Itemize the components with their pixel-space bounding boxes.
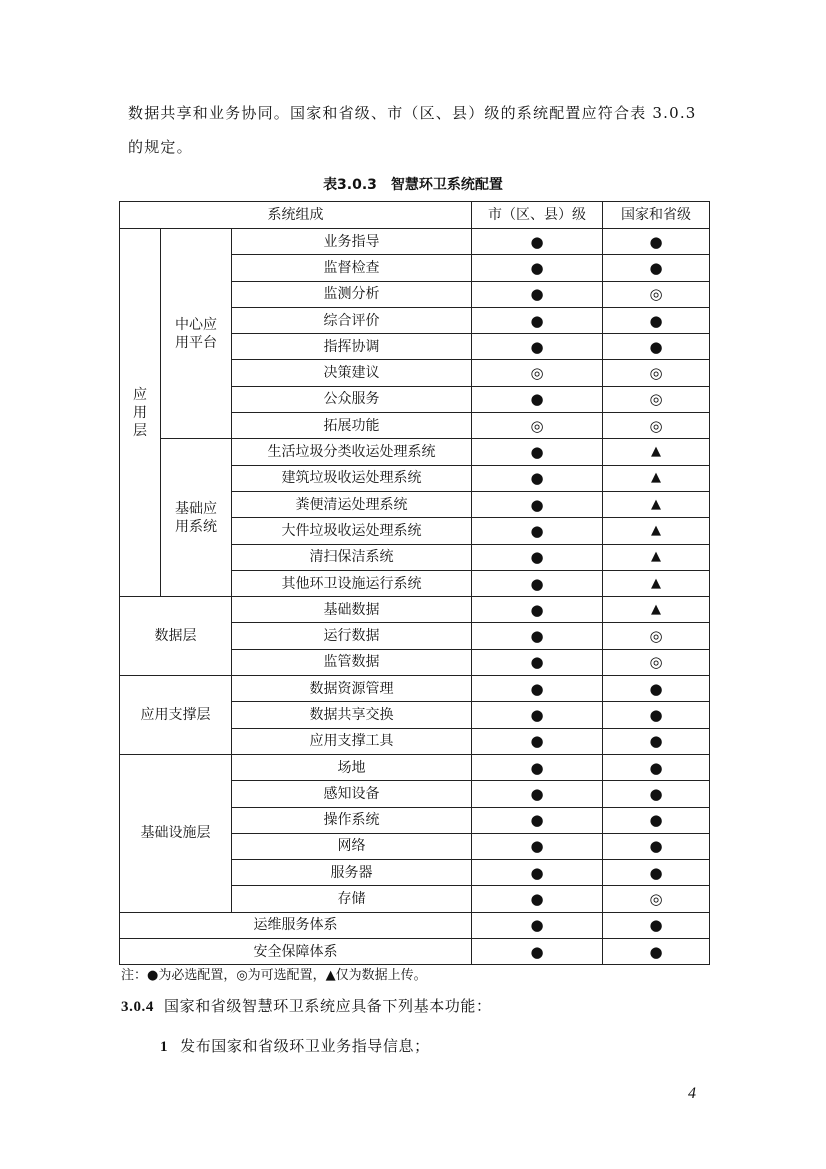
row-item: 生活垃圾分类收运处理系统 (232, 439, 472, 465)
header-composition: 系统组成 (120, 202, 472, 229)
row-item: 监督检查 (232, 255, 472, 281)
row-city-mark: ● (472, 754, 603, 780)
row-city-mark: ● (472, 544, 603, 570)
row-city-mark: ◎ (472, 413, 603, 439)
row-city-mark: ● (472, 702, 603, 728)
table-row (120, 229, 710, 255)
row-national-mark: ● (603, 860, 710, 886)
paragraph-line-1: 数据共享和业务协同。国家和省级、市（区、县）级的系统配置应符合表 3.0.3 (128, 104, 697, 122)
row-city-mark: ● (472, 623, 603, 649)
clause-3-0-4 (121, 995, 492, 1016)
row-city-mark: ● (472, 281, 603, 307)
row-item: 安全保障体系 (120, 939, 472, 965)
row-national-mark: ● (603, 334, 710, 360)
row-city-mark: ◎ (472, 360, 603, 386)
row-item: 感知设备 (232, 781, 472, 807)
row-city-mark: ● (472, 465, 603, 491)
row-national-mark: ● (603, 229, 710, 255)
row-national-mark: ● (603, 754, 710, 780)
row-national-mark: ● (603, 833, 710, 859)
row-national-mark: ▲ (603, 597, 710, 623)
row-national-mark: ◎ (603, 386, 710, 412)
row-national-mark: ● (603, 728, 710, 754)
row-national-mark: ▲ (603, 465, 710, 491)
row-item: 监测分析 (232, 281, 472, 307)
group-center-platform: 中心应 用平台 (161, 229, 232, 439)
row-item: 业务指导 (232, 229, 472, 255)
row-item: 基础数据 (232, 597, 472, 623)
row-city-mark: ● (472, 939, 603, 965)
row-city-mark: ● (472, 597, 603, 623)
row-city-mark: ● (472, 518, 603, 544)
row-national-mark: ● (603, 912, 710, 938)
table-row (120, 939, 710, 965)
clause-text: 国家和省级智慧环卫系统应具备下列基本功能： (164, 997, 492, 1015)
row-item: 运行数据 (232, 623, 472, 649)
group-infra-layer: 基础设施层 (120, 754, 232, 912)
row-national-mark: ● (603, 307, 710, 333)
table-header-row (120, 202, 710, 229)
row-city-mark: ● (472, 491, 603, 517)
list-item-text: 发布国家和省级环卫业务指导信息； (180, 1037, 430, 1055)
row-item: 监管数据 (232, 649, 472, 675)
table-note: 注：●为必选配置，◎为可选配置，▲仅为数据上传。 (121, 968, 427, 983)
table-row (120, 439, 710, 465)
row-item: 应用支撑工具 (232, 728, 472, 754)
row-city-mark: ● (472, 912, 603, 938)
page-number: 4 (688, 1085, 696, 1102)
row-national-mark: ● (603, 702, 710, 728)
row-national-mark: ◎ (603, 360, 710, 386)
row-national-mark: ▲ (603, 491, 710, 517)
row-national-mark: ● (603, 781, 710, 807)
header-national-level: 国家和省级 (603, 202, 710, 229)
row-item: 网络 (232, 833, 472, 859)
row-city-mark: ● (472, 229, 603, 255)
table-row (120, 754, 710, 780)
row-national-mark: ◎ (603, 623, 710, 649)
row-item: 运维服务体系 (120, 912, 472, 938)
row-city-mark: ● (472, 386, 603, 412)
row-national-mark: ▲ (603, 518, 710, 544)
table-row (120, 597, 710, 623)
row-city-mark: ● (472, 439, 603, 465)
list-item (160, 1035, 430, 1056)
paragraph-line-2: 的规定。 (128, 138, 193, 156)
group-support-layer: 应用支撑层 (120, 676, 232, 755)
group-app-layer: 应 用 层 (120, 229, 161, 597)
row-city-mark: ● (472, 255, 603, 281)
row-item: 数据共享交换 (232, 702, 472, 728)
clause-number: 3.0.4 (121, 999, 154, 1015)
row-national-mark: ● (603, 939, 710, 965)
row-item: 存储 (232, 886, 472, 912)
row-national-mark: ● (603, 676, 710, 702)
row-city-mark: ● (472, 570, 603, 596)
row-item: 决策建议 (232, 360, 472, 386)
row-national-mark: ◎ (603, 886, 710, 912)
row-city-mark: ● (472, 676, 603, 702)
row-national-mark: ▲ (603, 570, 710, 596)
table-caption: 表3.0.3 智慧环卫系统配置 (323, 177, 503, 193)
row-national-mark: ▲ (603, 439, 710, 465)
row-city-mark: ● (472, 307, 603, 333)
row-city-mark: ● (472, 886, 603, 912)
row-city-mark: ● (472, 807, 603, 833)
row-national-mark: ◎ (603, 281, 710, 307)
row-item: 场地 (232, 754, 472, 780)
row-item: 建筑垃圾收运处理系统 (232, 465, 472, 491)
row-item: 清扫保洁系统 (232, 544, 472, 570)
row-national-mark: ● (603, 807, 710, 833)
row-city-mark: ● (472, 833, 603, 859)
row-item: 其他环卫设施运行系统 (232, 570, 472, 596)
row-national-mark: ● (603, 255, 710, 281)
row-national-mark: ◎ (603, 413, 710, 439)
row-item: 综合评价 (232, 307, 472, 333)
header-city-level: 市（区、县）级 (472, 202, 603, 229)
row-item: 粪便清运处理系统 (232, 491, 472, 517)
group-data-layer: 数据层 (120, 597, 232, 676)
table-row (120, 912, 710, 938)
row-city-mark: ● (472, 860, 603, 886)
group-basic-app-system: 基础应 用系统 (161, 439, 232, 597)
row-city-mark: ● (472, 781, 603, 807)
row-city-mark: ● (472, 649, 603, 675)
table-row (120, 676, 710, 702)
config-table (119, 201, 710, 965)
row-item: 操作系统 (232, 807, 472, 833)
row-item: 数据资源管理 (232, 676, 472, 702)
row-item: 指挥协调 (232, 334, 472, 360)
row-item: 服务器 (232, 860, 472, 886)
row-item: 拓展功能 (232, 413, 472, 439)
row-city-mark: ● (472, 334, 603, 360)
row-item: 大件垃圾收运处理系统 (232, 518, 472, 544)
row-city-mark: ● (472, 728, 603, 754)
list-item-number: 1 (160, 1039, 169, 1055)
row-item: 公众服务 (232, 386, 472, 412)
row-national-mark: ▲ (603, 544, 710, 570)
row-national-mark: ◎ (603, 649, 710, 675)
